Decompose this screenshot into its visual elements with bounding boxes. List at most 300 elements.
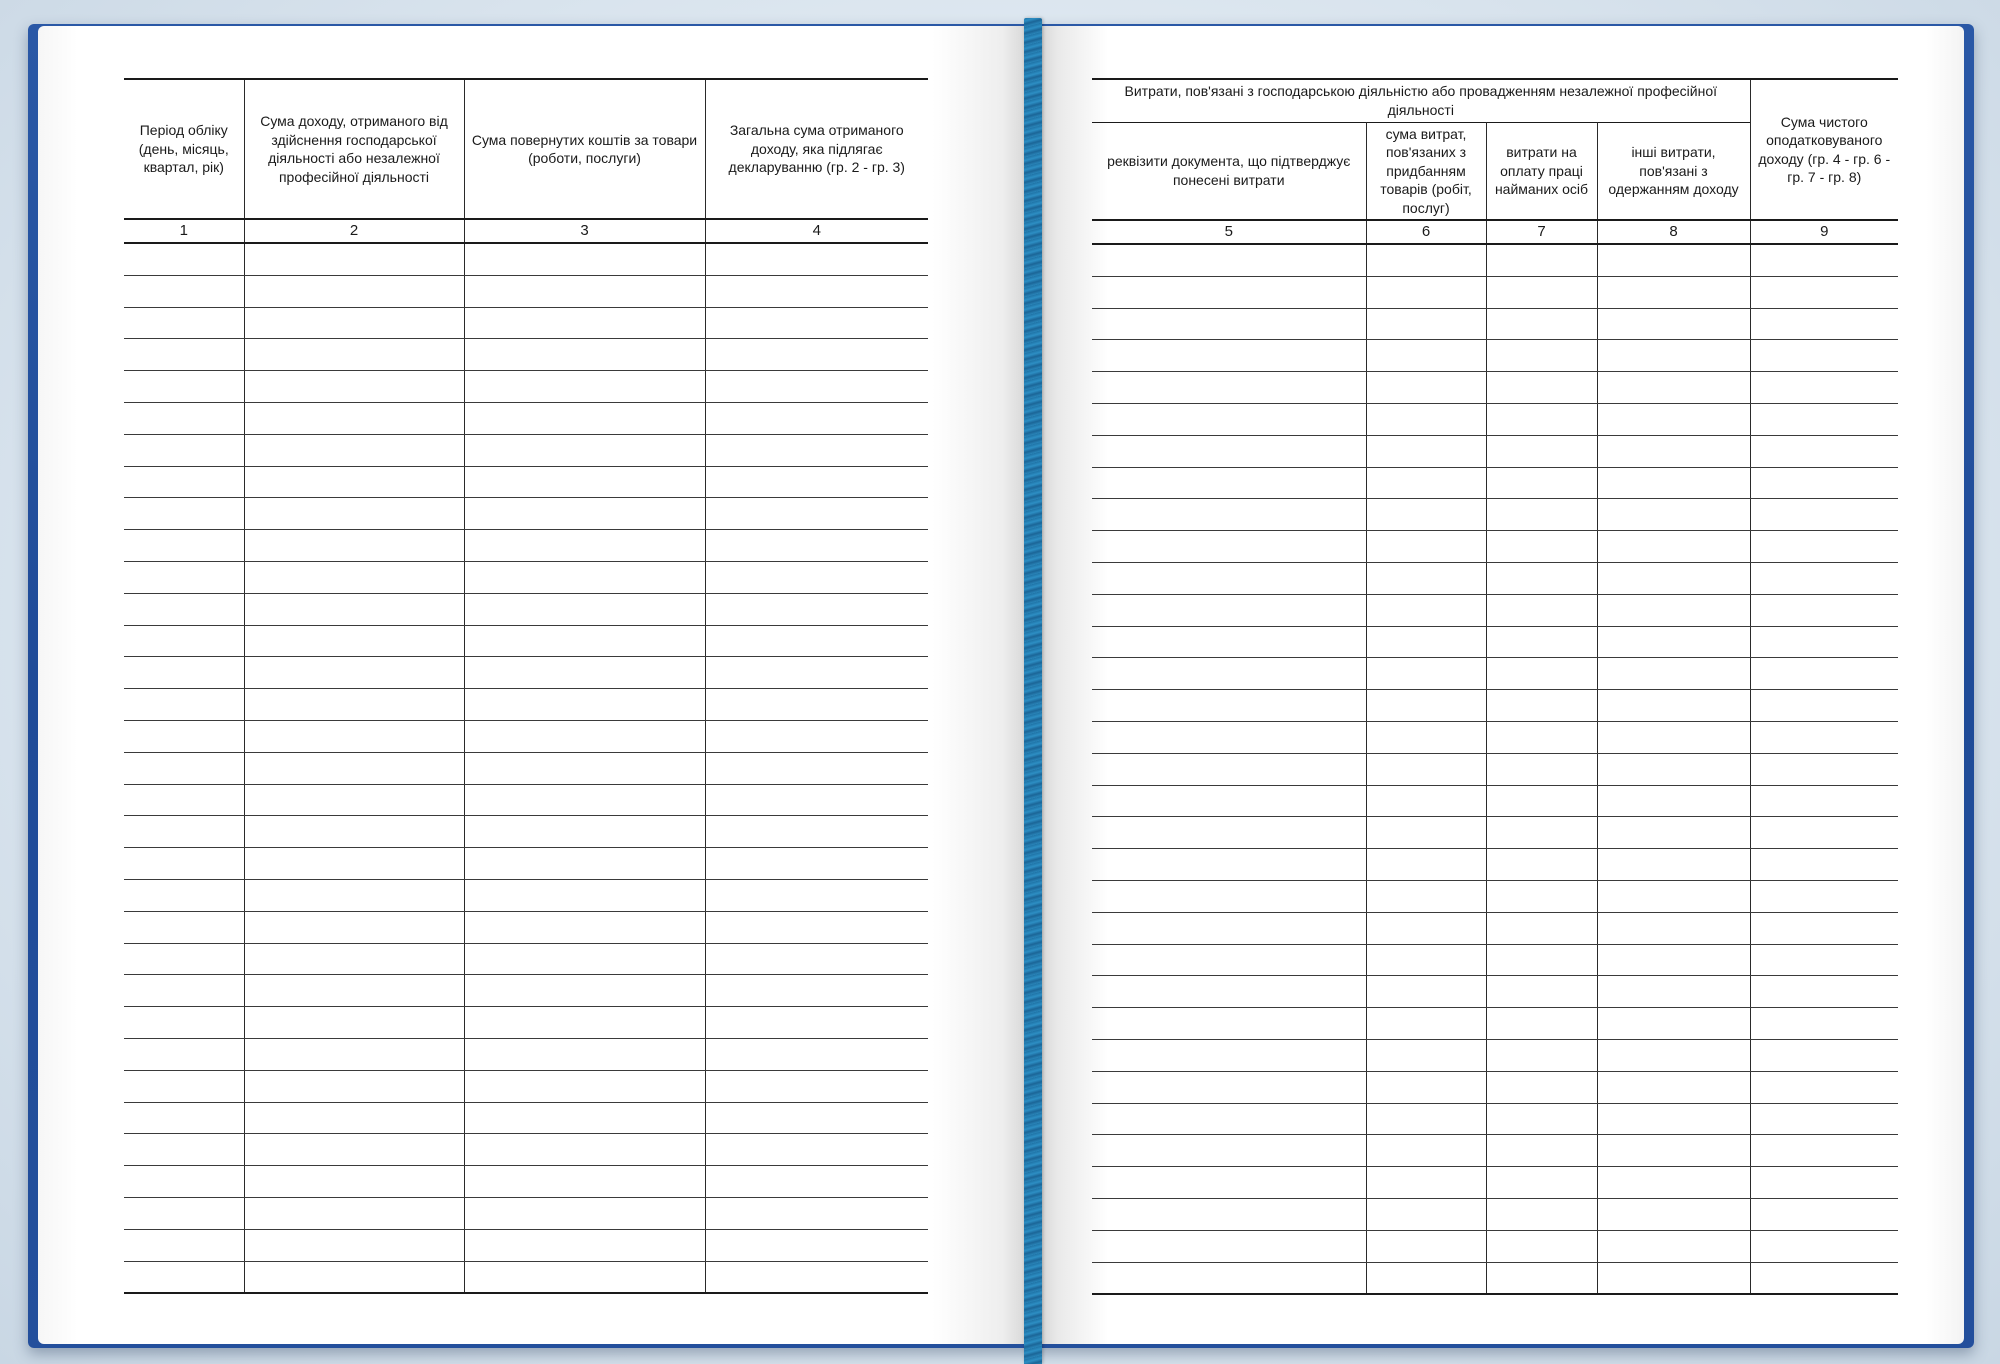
blank-cell <box>1366 690 1486 722</box>
blank-cell <box>124 1070 244 1102</box>
blank-cell <box>1092 1198 1366 1230</box>
table-row <box>124 243 928 275</box>
blank-cell <box>705 752 928 784</box>
blank-cell <box>244 1070 464 1102</box>
blank-cell <box>705 1007 928 1039</box>
blank-cell <box>1092 594 1366 626</box>
table-row <box>124 1261 928 1293</box>
blank-cell <box>124 1166 244 1198</box>
blank-cell <box>1092 1262 1366 1294</box>
blank-cell <box>464 784 705 816</box>
column-number-3: 3 <box>464 219 705 243</box>
blank-cell <box>1092 499 1366 531</box>
left-ledger-rows <box>124 243 928 1293</box>
blank-cell <box>1750 1262 1898 1294</box>
blank-cell <box>705 879 928 911</box>
table-row <box>124 530 928 562</box>
blank-cell <box>1486 721 1597 753</box>
blank-cell <box>1092 785 1366 817</box>
table-row <box>1092 435 1898 467</box>
table-row <box>1092 1071 1898 1103</box>
table-row <box>1092 1008 1898 1040</box>
blank-cell <box>244 434 464 466</box>
blank-cell <box>244 275 464 307</box>
table-row <box>1092 531 1898 563</box>
blank-cell <box>1597 785 1750 817</box>
blank-cell <box>705 339 928 371</box>
blank-cell <box>1486 562 1597 594</box>
blank-cell <box>1597 467 1750 499</box>
blank-cell <box>1750 1008 1898 1040</box>
table-row <box>124 1038 928 1070</box>
blank-cell <box>244 498 464 530</box>
blank-cell <box>705 625 928 657</box>
blank-cell <box>705 561 928 593</box>
blank-cell <box>124 657 244 689</box>
blank-cell <box>244 1007 464 1039</box>
blank-cell <box>464 339 705 371</box>
blank-cell <box>124 593 244 625</box>
blank-cell <box>124 879 244 911</box>
blank-cell <box>244 816 464 848</box>
blank-cell <box>1486 1167 1597 1199</box>
blank-cell <box>1366 1008 1486 1040</box>
column-number-7: 7 <box>1486 220 1597 244</box>
blank-cell <box>124 530 244 562</box>
blank-cell <box>1750 912 1898 944</box>
blank-cell <box>1750 1135 1898 1167</box>
table-row <box>1092 753 1898 785</box>
blank-cell <box>464 1261 705 1293</box>
table-row <box>1092 976 1898 1008</box>
blank-cell <box>705 1261 928 1293</box>
table-row <box>124 625 928 657</box>
blank-cell <box>1486 1071 1597 1103</box>
table-row <box>1092 658 1898 690</box>
blank-cell <box>464 1038 705 1070</box>
blank-cell <box>464 530 705 562</box>
blank-cell <box>1366 785 1486 817</box>
blank-cell <box>464 498 705 530</box>
blank-cell <box>705 466 928 498</box>
blank-cell <box>1366 1103 1486 1135</box>
blank-cell <box>1597 753 1750 785</box>
header-labor-expenses: витрати на оплату праці найманих осіб <box>1486 122 1597 220</box>
blank-cell <box>464 1070 705 1102</box>
blank-cell <box>124 466 244 498</box>
blank-cell <box>464 720 705 752</box>
header-expenses-group: Витрати, пов'язані з господарською діяльністю або провадженням незалежної професійної діяльності <box>1092 79 1750 122</box>
blank-cell <box>244 911 464 943</box>
blank-cell <box>705 848 928 880</box>
blank-cell <box>1597 276 1750 308</box>
blank-cell <box>1750 467 1898 499</box>
blank-cell <box>1750 594 1898 626</box>
blank-cell <box>124 1038 244 1070</box>
blank-cell <box>464 371 705 403</box>
blank-cell <box>244 1197 464 1229</box>
blank-cell <box>1750 944 1898 976</box>
expenses-ledger-table <box>1092 78 1898 1295</box>
blank-cell <box>464 943 705 975</box>
blank-cell <box>705 1038 928 1070</box>
table-row <box>1092 626 1898 658</box>
blank-cell <box>1366 1039 1486 1071</box>
blank-cell <box>1092 276 1366 308</box>
table-row <box>124 275 928 307</box>
blank-cell <box>1366 276 1486 308</box>
blank-cell <box>705 911 928 943</box>
blank-cell <box>1597 849 1750 881</box>
blank-cell <box>244 1229 464 1261</box>
blank-cell <box>1366 1198 1486 1230</box>
blank-cell <box>1366 562 1486 594</box>
blank-cell <box>124 784 244 816</box>
blank-cell <box>1750 435 1898 467</box>
table-row <box>1092 721 1898 753</box>
table-row <box>124 720 928 752</box>
blank-cell <box>124 371 244 403</box>
blank-cell <box>705 657 928 689</box>
blank-cell <box>1366 1230 1486 1262</box>
blank-cell <box>1750 340 1898 372</box>
blank-cell <box>1750 1071 1898 1103</box>
blank-cell <box>244 689 464 721</box>
blank-cell <box>1092 244 1366 276</box>
column-number-1: 1 <box>124 219 244 243</box>
blank-cell <box>1597 372 1750 404</box>
column-number-5: 5 <box>1092 220 1366 244</box>
column-number-8: 8 <box>1597 220 1750 244</box>
blank-cell <box>1486 1135 1597 1167</box>
blank-cell <box>1597 1039 1750 1071</box>
blank-cell <box>464 307 705 339</box>
blank-cell <box>1486 785 1597 817</box>
blank-cell <box>1597 562 1750 594</box>
blank-cell <box>244 371 464 403</box>
blank-cell <box>1366 944 1486 976</box>
blank-cell <box>1597 721 1750 753</box>
header-net-taxable-income: Сума чистого оподатковуваного доходу (гр. 4 - гр. 6 - гр. 7 - гр. 8) <box>1750 79 1898 220</box>
table-row <box>1092 1103 1898 1135</box>
blank-cell <box>705 689 928 721</box>
blank-cell <box>1366 1071 1486 1103</box>
table-row <box>1092 944 1898 976</box>
table-row <box>124 1197 928 1229</box>
blank-cell <box>124 943 244 975</box>
blank-cell <box>1366 817 1486 849</box>
blank-cell <box>244 657 464 689</box>
blank-cell <box>1092 690 1366 722</box>
blank-cell <box>1366 372 1486 404</box>
blank-cell <box>124 307 244 339</box>
blank-cell <box>1750 244 1898 276</box>
blank-cell <box>244 720 464 752</box>
table-row <box>124 561 928 593</box>
blank-cell <box>1597 944 1750 976</box>
table-row <box>1092 1039 1898 1071</box>
blank-cell <box>1092 403 1366 435</box>
table-row <box>124 1166 928 1198</box>
blank-cell <box>124 1134 244 1166</box>
table-row <box>1092 372 1898 404</box>
blank-cell <box>1366 753 1486 785</box>
blank-cell <box>1486 817 1597 849</box>
blank-cell <box>124 402 244 434</box>
blank-cell <box>1092 721 1366 753</box>
blank-cell <box>124 339 244 371</box>
blank-cell <box>244 402 464 434</box>
table-row <box>1092 912 1898 944</box>
table-row <box>1092 817 1898 849</box>
blank-cell <box>1597 1198 1750 1230</box>
blank-cell <box>1486 880 1597 912</box>
blank-cell <box>1597 1135 1750 1167</box>
blank-cell <box>1486 753 1597 785</box>
blank-cell <box>244 243 464 275</box>
table-row <box>124 879 928 911</box>
blank-cell <box>464 243 705 275</box>
blank-cell <box>244 307 464 339</box>
blank-cell <box>1597 1008 1750 1040</box>
blank-cell <box>1092 531 1366 563</box>
table-row <box>124 402 928 434</box>
blank-cell <box>1366 912 1486 944</box>
table-row <box>124 784 928 816</box>
blank-cell <box>244 1166 464 1198</box>
right-ledger-rows <box>1092 244 1898 1294</box>
blank-cell <box>705 1134 928 1166</box>
table-row <box>124 339 928 371</box>
blank-cell <box>1750 1039 1898 1071</box>
table-row <box>124 434 928 466</box>
blank-cell <box>1750 1103 1898 1135</box>
blank-cell <box>1486 1008 1597 1040</box>
blank-cell <box>464 466 705 498</box>
blank-cell <box>1366 880 1486 912</box>
blank-cell <box>244 975 464 1007</box>
blank-cell <box>1597 690 1750 722</box>
blank-cell <box>464 752 705 784</box>
header-refunded-amount: Сума повернутих коштів за товари (роботи, послуги) <box>464 79 705 219</box>
blank-cell <box>124 1229 244 1261</box>
blank-cell <box>705 275 928 307</box>
blank-cell <box>124 816 244 848</box>
blank-cell <box>705 307 928 339</box>
blank-cell <box>1092 626 1366 658</box>
blank-cell <box>1597 403 1750 435</box>
table-row <box>124 1102 928 1134</box>
blank-cell <box>1597 594 1750 626</box>
blank-cell <box>1366 1167 1486 1199</box>
blank-cell <box>464 402 705 434</box>
blank-cell <box>1750 562 1898 594</box>
blank-cell <box>1366 658 1486 690</box>
blank-cell <box>244 625 464 657</box>
blank-cell <box>1486 849 1597 881</box>
blank-cell <box>464 911 705 943</box>
blank-cell <box>705 498 928 530</box>
table-row <box>1092 1230 1898 1262</box>
blank-cell <box>1750 976 1898 1008</box>
table-row <box>124 498 928 530</box>
blank-cell <box>705 943 928 975</box>
blank-cell <box>1092 435 1366 467</box>
blank-cell <box>1366 1262 1486 1294</box>
blank-cell <box>1750 403 1898 435</box>
blank-cell <box>1486 499 1597 531</box>
table-row <box>1092 785 1898 817</box>
blank-cell <box>1597 976 1750 1008</box>
blank-cell <box>124 848 244 880</box>
blank-cell <box>1366 849 1486 881</box>
blank-cell <box>244 1102 464 1134</box>
blank-cell <box>1092 1071 1366 1103</box>
blank-cell <box>464 816 705 848</box>
blank-cell <box>1092 658 1366 690</box>
blank-cell <box>1750 308 1898 340</box>
blank-cell <box>1597 1167 1750 1199</box>
table-row <box>124 657 928 689</box>
blank-cell <box>1597 308 1750 340</box>
table-row <box>124 752 928 784</box>
blank-cell <box>244 848 464 880</box>
blank-cell <box>1750 817 1898 849</box>
blank-cell <box>464 434 705 466</box>
blank-cell <box>705 816 928 848</box>
blank-cell <box>1366 308 1486 340</box>
blank-cell <box>1366 1135 1486 1167</box>
blank-cell <box>1486 626 1597 658</box>
table-row <box>1092 1198 1898 1230</box>
blank-cell <box>1750 849 1898 881</box>
table-row <box>1092 276 1898 308</box>
table-row <box>1092 1167 1898 1199</box>
blank-cell <box>124 243 244 275</box>
table-row <box>124 848 928 880</box>
table-row <box>124 307 928 339</box>
table-row <box>124 466 928 498</box>
blank-cell <box>1750 1198 1898 1230</box>
table-row <box>124 1070 928 1102</box>
blank-cell <box>1486 1198 1597 1230</box>
blank-cell <box>1092 849 1366 881</box>
blank-cell <box>1366 403 1486 435</box>
blank-cell <box>244 879 464 911</box>
blank-cell <box>1366 594 1486 626</box>
table-row <box>1092 467 1898 499</box>
blank-cell <box>1750 372 1898 404</box>
blank-cell <box>124 752 244 784</box>
blank-cell <box>464 1229 705 1261</box>
blank-cell <box>124 434 244 466</box>
blank-cell <box>1486 467 1597 499</box>
blank-cell <box>1092 1008 1366 1040</box>
blank-cell <box>1092 912 1366 944</box>
table-row <box>124 593 928 625</box>
header-income-amount: Сума доходу, отриманого від здійснення господарської діяльності або незалежної професійної діяльності <box>244 79 464 219</box>
blank-cell <box>1597 658 1750 690</box>
blank-cell <box>1486 944 1597 976</box>
blank-cell <box>1092 976 1366 1008</box>
header-other-expenses: інші витрати, пов'язані з одержанням доходу <box>1597 122 1750 220</box>
blank-cell <box>1597 1262 1750 1294</box>
table-row <box>1092 880 1898 912</box>
blank-cell <box>705 434 928 466</box>
table-row <box>1092 244 1898 276</box>
blank-cell <box>1750 626 1898 658</box>
blank-cell <box>464 879 705 911</box>
blank-cell <box>1750 658 1898 690</box>
blank-cell <box>464 657 705 689</box>
blank-cell <box>1092 1039 1366 1071</box>
blank-cell <box>1597 626 1750 658</box>
table-row <box>1092 690 1898 722</box>
blank-cell <box>705 720 928 752</box>
blank-cell <box>1597 435 1750 467</box>
column-number-9: 9 <box>1750 220 1898 244</box>
blank-cell <box>705 784 928 816</box>
blank-cell <box>1486 276 1597 308</box>
bookmark-ribbon <box>1024 18 1042 1364</box>
blank-cell <box>1486 531 1597 563</box>
table-row <box>124 975 928 1007</box>
blank-cell <box>1366 499 1486 531</box>
blank-cell <box>1486 1103 1597 1135</box>
blank-cell <box>1092 340 1366 372</box>
blank-cell <box>1597 817 1750 849</box>
blank-cell <box>1750 531 1898 563</box>
blank-cell <box>244 339 464 371</box>
blank-cell <box>1092 753 1366 785</box>
blank-cell <box>464 1166 705 1198</box>
blank-cell <box>124 498 244 530</box>
blank-cell <box>464 1007 705 1039</box>
blank-cell <box>705 243 928 275</box>
blank-cell <box>124 1261 244 1293</box>
blank-cell <box>1750 753 1898 785</box>
table-row <box>124 1229 928 1261</box>
column-number-6: 6 <box>1366 220 1486 244</box>
blank-cell <box>464 1197 705 1229</box>
blank-cell <box>1092 1103 1366 1135</box>
blank-cell <box>1486 1039 1597 1071</box>
blank-cell <box>244 1134 464 1166</box>
table-row <box>1092 562 1898 594</box>
income-ledger-table <box>124 78 928 1294</box>
blank-cell <box>705 975 928 1007</box>
blank-cell <box>1597 340 1750 372</box>
table-row <box>124 943 928 975</box>
blank-cell <box>244 1038 464 1070</box>
blank-cell <box>1597 1071 1750 1103</box>
blank-cell <box>244 466 464 498</box>
blank-cell <box>1486 244 1597 276</box>
blank-cell <box>124 689 244 721</box>
blank-cell <box>705 530 928 562</box>
blank-cell <box>1597 531 1750 563</box>
blank-cell <box>705 1197 928 1229</box>
blank-cell <box>705 1166 928 1198</box>
blank-cell <box>1092 944 1366 976</box>
table-row <box>1092 1135 1898 1167</box>
blank-cell <box>464 848 705 880</box>
blank-cell <box>1092 308 1366 340</box>
blank-cell <box>1092 880 1366 912</box>
blank-cell <box>464 561 705 593</box>
blank-cell <box>244 1261 464 1293</box>
blank-cell <box>1486 372 1597 404</box>
